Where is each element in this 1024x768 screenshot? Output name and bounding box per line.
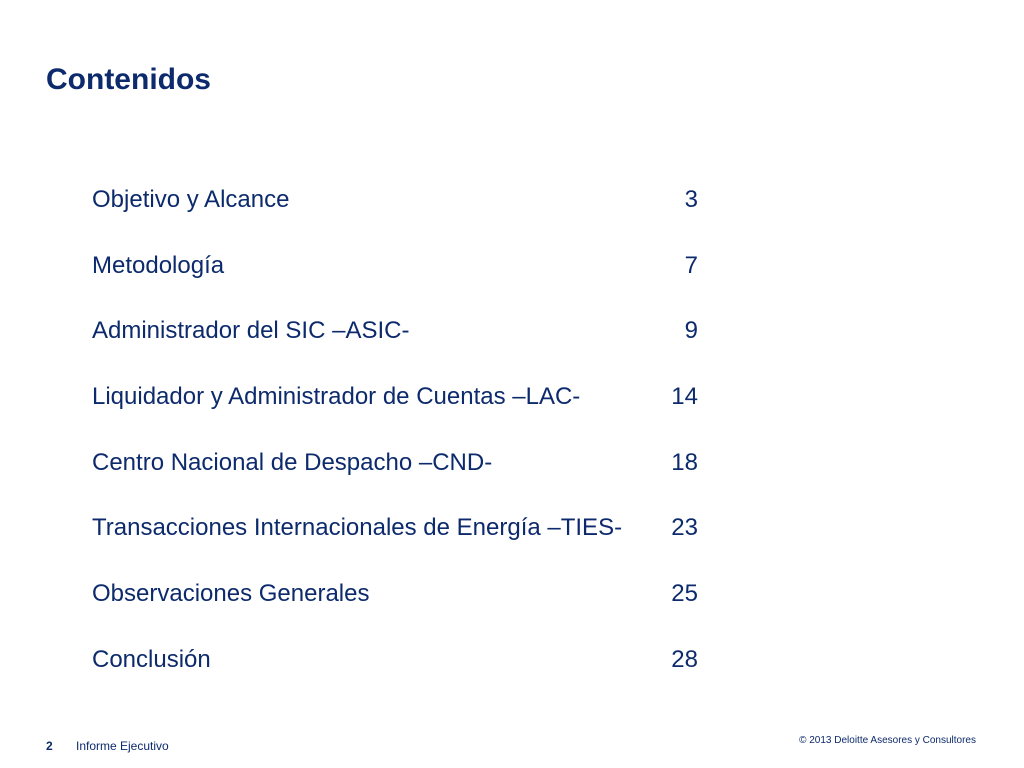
footer-page-number: 2 (46, 739, 53, 753)
toc-entry-label: Liquidador y Administrador de Cuentas –LAC- (92, 383, 581, 411)
table-of-contents (92, 178, 698, 682)
toc-entry-page: 7 (684, 251, 698, 279)
toc-entry-page: 25 (671, 580, 698, 608)
toc-entry-page: 23 (671, 514, 698, 542)
toc-entry-ties (92, 506, 698, 550)
toc-entry-metodologia (92, 244, 698, 288)
toc-entry-lac (92, 375, 698, 419)
toc-entry-label: Conclusión (92, 645, 211, 673)
toc-entry-conclusion (92, 638, 698, 682)
toc-entry-label: Transacciones Internacionales de Energía –TIES- (92, 514, 623, 542)
toc-entry-page: 28 (671, 645, 698, 673)
toc-entry-page: 3 (684, 186, 698, 213)
footer-left (46, 739, 169, 753)
toc-entry-page: 14 (671, 383, 698, 411)
footer-document-name: Informe Ejecutivo (76, 739, 169, 753)
toc-entry-label: Centro Nacional de Despacho –CND- (92, 448, 493, 476)
toc-entry-label: Objetivo y Alcance (92, 186, 290, 213)
toc-entry-objetivo (92, 178, 698, 222)
toc-entry-cnd (92, 441, 698, 485)
toc-entry-page: 9 (684, 317, 698, 345)
toc-entry-observaciones (92, 572, 698, 616)
toc-entry-label: Metodología (92, 251, 225, 279)
page-title: Contenidos (46, 63, 211, 96)
toc-entry-page: 18 (671, 448, 698, 476)
toc-entry-label: Administrador del SIC –ASIC- (92, 317, 410, 345)
toc-entry-asic (92, 309, 698, 353)
footer-copyright: © 2013 Deloitte Asesores y Consultores (799, 735, 976, 746)
toc-entry-label: Observaciones Generales (92, 580, 370, 608)
